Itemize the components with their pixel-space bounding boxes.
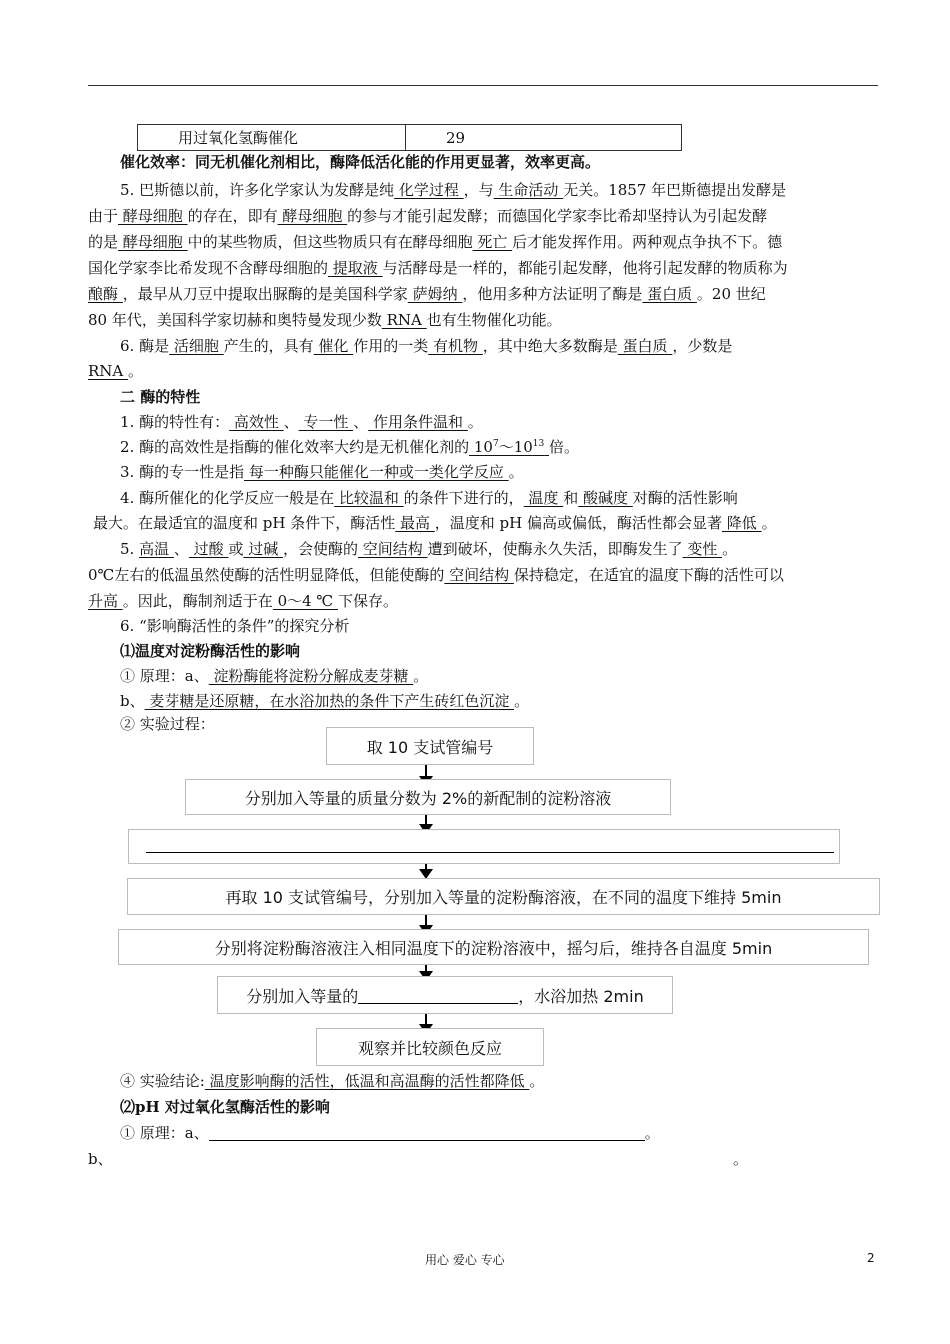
sub2-principle-b-label: b、 bbox=[88, 1150, 113, 1168]
p4-line1: 4. 酶所催化的化学反应一般是在 比较温和 的条件下进行的， 温度 和 酸碱度 对酶的活性影响 bbox=[120, 489, 738, 507]
data-table bbox=[137, 124, 682, 151]
catalysis-summary: 催化效率：同无机催化剂相比，酶降低活化能的作用更显著，效率更高。 bbox=[120, 153, 601, 171]
q5-line4: 国化学家李比希发现不含酵母细胞的 提取液 与活酵母是一样的，都能引起发酵，他将引起发酵的物质称为 bbox=[88, 259, 788, 277]
sub2-principle-b-end: 。 bbox=[733, 1150, 749, 1168]
q5-line1: 5. 巴斯德以前，许多化学家认为发酵是纯 化学过程 ，与 生命活动 无关。1857 年巴斯德提出发酵是 bbox=[120, 181, 787, 199]
sub1-title: ⑴温度对淀粉酶活性的影响 bbox=[120, 642, 301, 660]
q6-line2: RNA 。 bbox=[88, 362, 144, 380]
sub1-principle-b: b、 麦芽糖是还原糖，在水浴加热的条件下产生砖红色沉淀 。 bbox=[120, 692, 530, 710]
flow-step-5: 分别将淀粉酶溶液注入相同温度下的淀粉溶液中，摇匀后，维持各自温度 5min bbox=[118, 929, 869, 965]
q5-line5: 酿酶 ，最早从刀豆中提取出脲酶的是美国科学家 萨姆纳 ，他用多种方法证明了酶是 蛋白质 。20 世纪 bbox=[88, 285, 766, 303]
q6-line1: 6. 酶是 活细胞 产生的，具有 催化 作用的一类 有机物 ，其中绝大多数酶是 蛋白质 ，少数是 bbox=[120, 337, 733, 355]
section2-title: 二 酶的特性 bbox=[120, 388, 201, 406]
p3-line: 3. 酶的专一性是指 每一种酶只能催化一种或一类化学反应 。 bbox=[120, 463, 524, 481]
flow-step-6: 分别加入等量的 ，水浴加热 2min bbox=[217, 976, 673, 1014]
p1-line: 1. 酶的特性有： 高效性 、 专一性 、 作用条件温和 。 bbox=[120, 413, 483, 431]
sub1-principle-a: ① 原理：a、 淀粉酶能将淀粉分解成麦芽糖 。 bbox=[120, 667, 429, 685]
flow-step-3-blank bbox=[128, 829, 840, 864]
p5-line3: 升高 。因此，酶制剂适于在 0～4 ℃ 下保存。 bbox=[88, 592, 398, 610]
p5-line2: 0℃左右的低温虽然使酶的活性明显降低，但能使酶的 空间结构 保持稳定，在适宜的温度下酶的活性可以 bbox=[88, 566, 784, 584]
flow-step-6-blank bbox=[358, 987, 518, 1004]
table-cell-label: 用过氧化氢酶催化 bbox=[138, 125, 406, 151]
q5-line6: 80 年代，美国科学家切赫和奥特曼发现少数 RNA 也有生物催化功能。 bbox=[88, 311, 562, 329]
flow-step-7: 观察并比较颜色反应 bbox=[316, 1028, 544, 1066]
flow-step-1: 取 10 支试管编号 bbox=[326, 727, 534, 765]
p4-line2: 最大。在最适宜的温度和 pH 条件下，酶活性 最高 ，温度和 pH 偏高或偏低，酶活性都会显著 降低 。 bbox=[93, 514, 777, 532]
table-cell-value: 29 bbox=[406, 125, 682, 151]
p5-line1: 5. 高温 、 过酸 或 过碱 ，会使酶的 空间结构 遭到破坏，使酶永久失活，即酶发生了 变性 。 bbox=[120, 540, 738, 558]
sub2-title: ⑵pH 对过氧化氢酶活性的影响 bbox=[120, 1098, 330, 1116]
table-row bbox=[138, 125, 682, 151]
p6-title: 6. “影响酶活性的条件”的探究分析 bbox=[120, 617, 350, 635]
sub1-process-label: ② 实验过程： bbox=[120, 715, 215, 733]
flow-step-2: 分别加入等量的质量分数为 2%的新配制的淀粉溶液 bbox=[185, 779, 671, 815]
sub2-principle-a: ① 原理：a、 。 bbox=[120, 1124, 660, 1142]
sub2-principle-a-blank bbox=[209, 1125, 645, 1141]
flow-step-3-answer-line bbox=[146, 852, 834, 853]
sub1-conclusion: ④ 实验结论: 温度影响酶的活性，低温和高温酶的活性都降低 。 bbox=[120, 1072, 545, 1090]
q5-line2: 由于 酵母细胞 的存在，即有 酵母细胞 的参与才能引起发酵；而德国化学家李比希却坚持认为引起发酵 bbox=[88, 207, 768, 225]
q5-line3: 的是 酵母细胞 中的某些物质，但这些物质只有在酵母细胞 死亡 后才能发挥作用。两种观点争执不下。德 bbox=[88, 233, 783, 251]
page-number: 2 bbox=[867, 1251, 875, 1265]
header-rule bbox=[88, 85, 878, 86]
flow-step-4: 再取 10 支试管编号，分别加入等量的淀粉酶溶液，在不同的温度下维持 5min bbox=[127, 878, 880, 915]
footer-slogan: 用心 爱心 专心 bbox=[425, 1253, 505, 1267]
p2-line: 2. 酶的高效性是指酶的催化效率大约是无机催化剂的 $10^7\sim 10^{13}$ 倍。 bbox=[120, 438, 580, 456]
